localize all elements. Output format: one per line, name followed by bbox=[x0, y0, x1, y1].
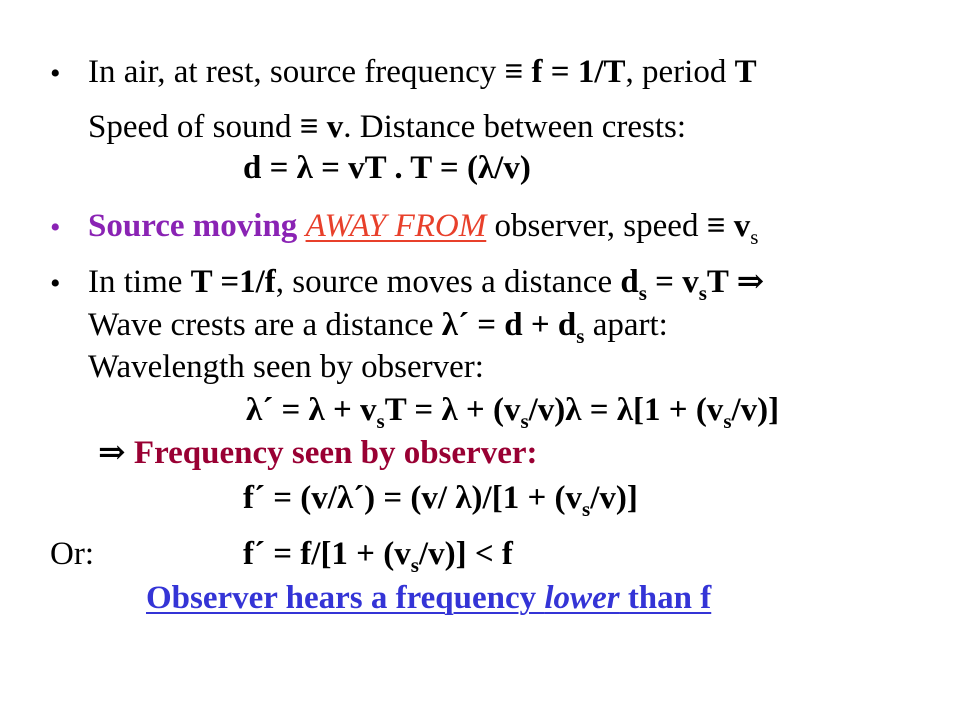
bullet-2: • bbox=[50, 211, 61, 244]
bullet-1: • bbox=[50, 57, 61, 90]
line-frequency-heading: ⇒ Frequency seen by observer: bbox=[98, 435, 538, 471]
line-or-formula: f´ = $f/[1 + (v_s/v)] < f$ bbox=[243, 536, 513, 577]
line-speed-of-sound: Speed of sound ≡ v. Distance between crests: bbox=[88, 109, 686, 145]
line-wavelength-formula: λ´ = $\lambda + v_sT = \lambda + (v_s/v)\lambda = \lambda[1 + (v_s/v)]$ bbox=[246, 392, 780, 433]
line-time-period: In time T =1/f, source moves a distance $d_s = v_sT$ ⇒ bbox=[88, 264, 765, 305]
line-or-label: Or: bbox=[50, 536, 94, 572]
line-wave-crests: Wave crests are a distance λ´ = $d + d_s$ apart: bbox=[88, 307, 668, 348]
bullet-3: • bbox=[50, 267, 61, 300]
line-distance-formula: d = λ = vT . T = (λ/v) bbox=[243, 150, 531, 186]
line-rest-frequency: In air, at rest, source frequency ≡ f = 1/T, period T bbox=[88, 54, 757, 90]
line-source-moving: Source moving AWAY FROM observer, speed ≡ $v_s$ bbox=[88, 208, 759, 249]
line-conclusion: Observer hears a frequency lower than f bbox=[146, 580, 712, 616]
line-wavelength-seen: Wavelength seen by observer: bbox=[88, 349, 484, 385]
line-frequency-formula: f´ = (v/λ´) = (v/ $\lambda)/[1 + (v_s/v)]$ bbox=[243, 480, 638, 521]
